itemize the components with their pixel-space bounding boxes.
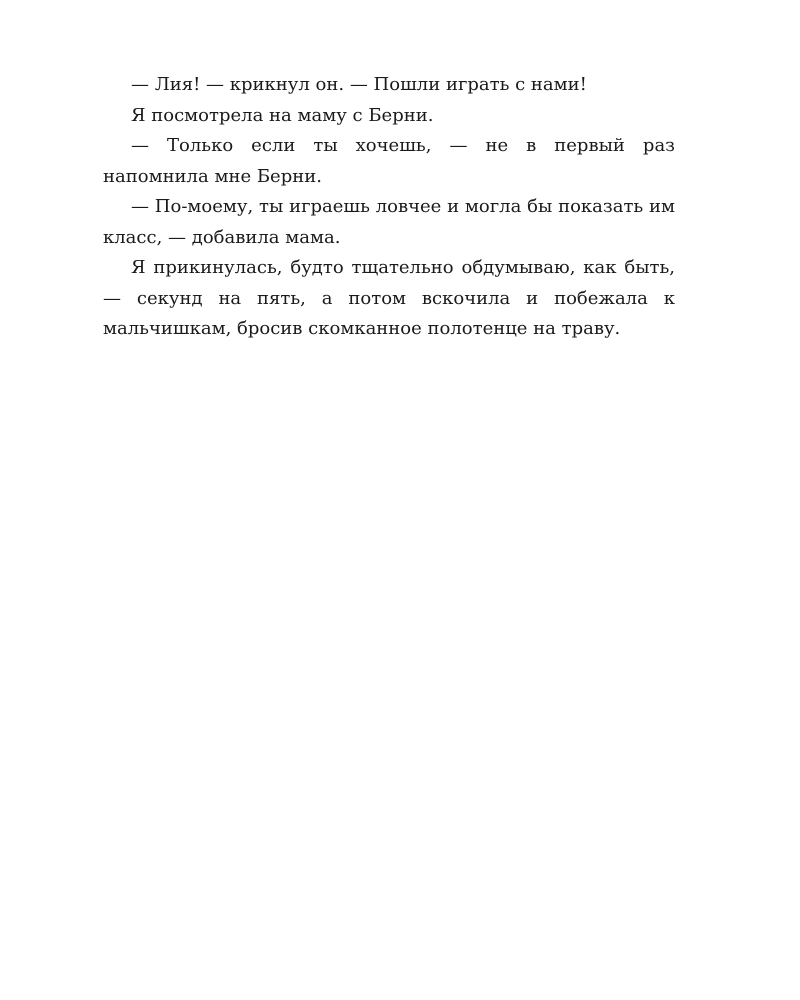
- paragraph-2: Я посмотрела на маму с Берни.: [131, 104, 434, 126]
- page-text: [103, 70, 675, 345]
- paragraph-1: — Лия! — крикнул он. — Пошли играть с нами!: [131, 74, 587, 95]
- paragraph-3: — Только если ты хочешь, — не в первый раз напомнила мне Берни.: [103, 135, 675, 187]
- paragraph-4: — По-моему, ты играешь ловчее и могла бы показать им класс, — добавила мама.: [103, 196, 675, 248]
- paragraph-5: Я прикинулась, будто тщательно обдумываю, как быть, — секунд на пять, а потом вскочила и побежала к мальчишкам, бросив скомканное полотенце на траву.: [103, 257, 675, 339]
